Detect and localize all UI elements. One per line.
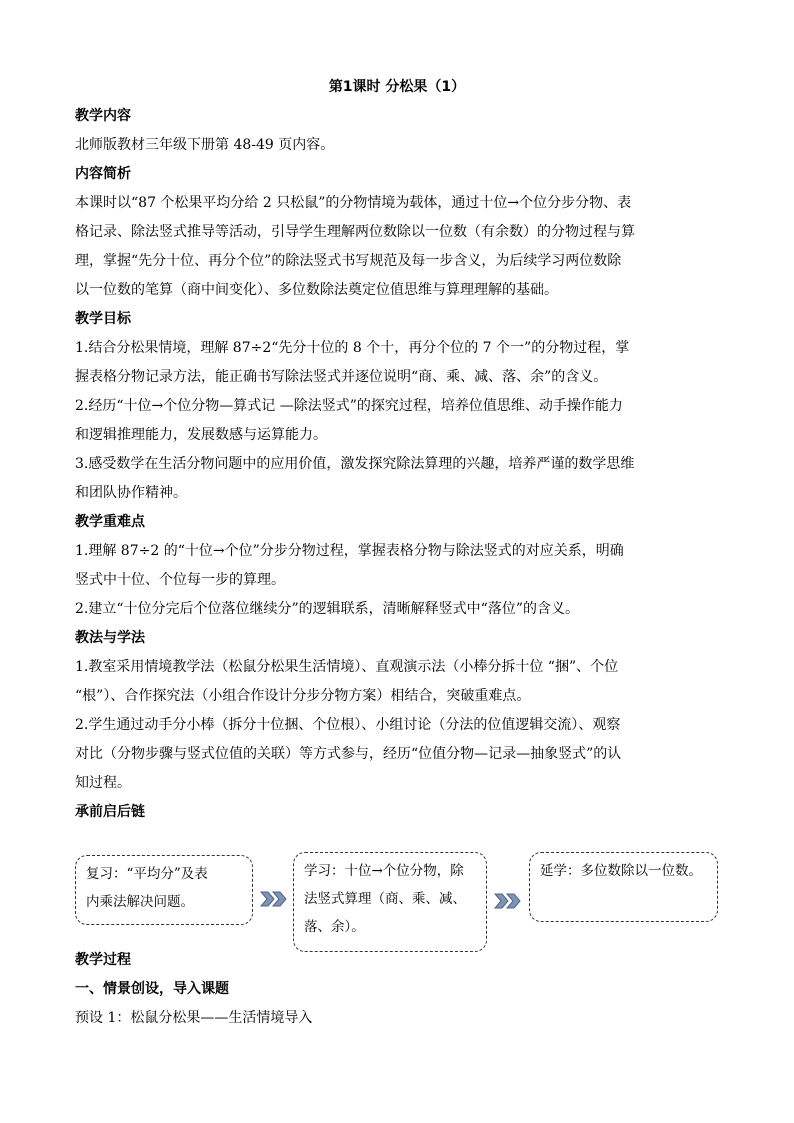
key-points-line: 2.建立“十位分完后个位落位继续分”的逻辑联系，清晰解释竖式中“落位”的含义。 [75, 601, 579, 617]
section-heading-process: 教学过程 [75, 952, 131, 968]
double-chevron-right-icon [493, 892, 523, 910]
learning-chain [75, 798, 719, 938]
summary-line: 以一位数的笔算（商中间变化）、多位数除法奠定位值思维与算理理解的基础。 [75, 282, 558, 298]
methods-line: 1.教室采用情境教学法（松鼠分松果生活情境）、直观演示法（小棒分拆十位 “捆”、个位 [75, 659, 619, 675]
document-page [75, 72, 719, 1033]
section-heading-summary: 内容简析 [75, 166, 131, 182]
methods-line: 2.学生通过动手分小棒（拆分十位捆、个位根）、小组讨论（分法的位值逻辑交流）、观察 [75, 717, 621, 733]
lesson-title: 第1课时 分松果（1） [328, 79, 466, 95]
process-sub-heading: 一、情景创设，导入课题 [75, 981, 229, 997]
goals-line: 1.结合分松果情境，理解 87÷2“先分十位的 8 个十，再分个位的 7 个一”的分物过程，掌 [75, 340, 630, 356]
goals-line: 和逻辑推理能力，发展数感与运算能力。 [75, 427, 327, 443]
content-text: 北师版教材三年级下册第 48-49 页内容。 [75, 137, 335, 153]
learn-line: 落、余）。 [304, 919, 365, 935]
extend-box [529, 852, 718, 922]
extend-line: 延学：多位数除以一位数。 [540, 863, 702, 879]
section-heading-methods: 教法与学法 [75, 630, 145, 646]
goals-line: 2.经历“十位→个位分物—算式记 —除法竖式”的探究过程，培养位值思维、动手操作能力 [75, 398, 623, 414]
methods-line: “根”）、合作探究法（小组合作设计分步分物方案）相结合，突破重难点。 [75, 688, 531, 704]
learn-line: 学习：十位→个位分物，除 [304, 863, 464, 879]
methods-line: 知过程。 [75, 775, 131, 791]
summary-line: 格记录、除法竖式推导等活动，引导学生理解两位数除以一位数（有余数）的分物过程与算 [75, 224, 635, 240]
section-heading-goals: 教学目标 [75, 311, 131, 327]
review-box [75, 855, 253, 925]
key-points-line: 竖式中十位、个位每一步的算理。 [75, 572, 285, 588]
section-heading-key-points: 教学重难点 [75, 514, 145, 530]
key-points-line: 1.理解 87÷2 的“十位→个位”分步分物过程，掌握表格分物与除法竖式的对应关系，明确 [75, 543, 624, 559]
goals-line: 握表格分物记录方法，能正确书写除法竖式并逐位说明“商、乘、减、落、余”的含义。 [75, 369, 608, 385]
process-preset: 预设 1：松鼠分松果——生活情境导入 [75, 1010, 313, 1026]
section-heading-chain: 承前启后链 [75, 804, 145, 820]
review-line: 复习：“平均分”及表 [86, 866, 208, 882]
learn-line: 法竖式算理（商、乘、减、 [304, 891, 466, 907]
learn-box [293, 852, 487, 952]
summary-line: 本课时以“87 个松果平均分给 2 只松鼠”的分物情境为载体，通过十位→个位分步分物、表 [75, 195, 632, 211]
methods-line: 对比（分物步骤与竖式位值的关联）等方式参与，经历“位值分物—记录—抽象竖式”的认 [75, 746, 622, 762]
goals-line: 3.感受数学在生活分物问题中的应用价值，激发探究除法算理的兴趣，培养严谨的数学思维 [75, 456, 635, 472]
goals-line: 和团队协作精神。 [75, 485, 187, 501]
section-heading-content: 教学内容 [75, 108, 131, 124]
summary-line: 理，掌握“先分十位、再分个位”的除法竖式书写规范及每一步含义，为后续学习两位数除 [75, 253, 622, 269]
review-line: 内乘法解决问题。 [86, 894, 194, 910]
double-chevron-right-icon [259, 890, 289, 908]
